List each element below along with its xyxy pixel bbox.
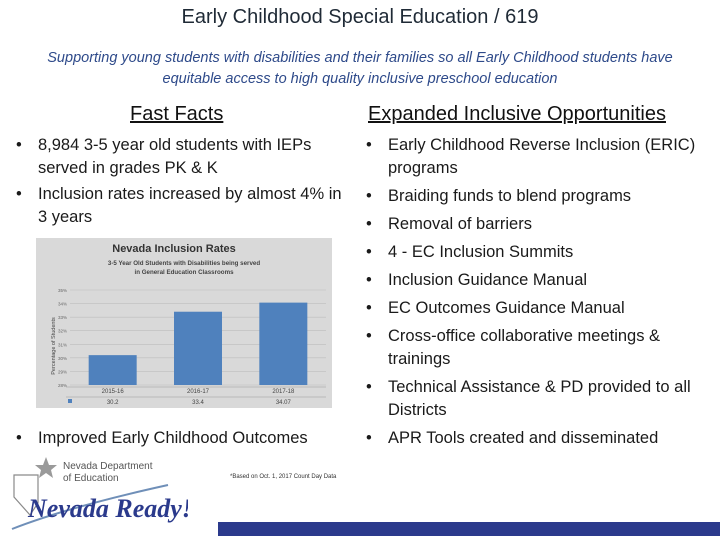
chart-ytick-label: 28%	[57, 383, 67, 388]
chart-value-label: 34.07	[275, 400, 291, 406]
chart-bar	[89, 355, 137, 385]
inclusion-rates-chart	[36, 238, 332, 408]
chart-ytick-label: 30%	[57, 355, 67, 361]
chart-category-label: 2017-18	[272, 389, 295, 395]
chart-legend-swatch	[68, 399, 72, 403]
opportunity-item: • Braiding funds to blend programs	[358, 185, 714, 208]
chart-subtitle: 3-5 Year Old Students with Disabilities being served	[107, 260, 261, 267]
fast-facts-list	[8, 134, 348, 232]
chart-title: Nevada Inclusion Rates	[112, 243, 236, 255]
chart-subtitle: in General Education Classrooms	[134, 269, 234, 276]
opportunity-item: • EC Outcomes Guidance Manual	[358, 297, 714, 320]
opportunity-item: • Inclusion Guidance Manual	[358, 269, 714, 292]
chart-ytick-label: 34%	[57, 301, 67, 307]
chart-ytick-label: 35%	[57, 288, 67, 293]
chart-value-label: 33.4	[192, 400, 204, 406]
opportunity-item: • APR Tools created and disseminated	[358, 427, 714, 450]
chart-ylabel: Percentage of Students	[51, 317, 57, 375]
fast-fact-item: • Inclusion rates increased by almost 4% in 3 years	[8, 183, 348, 229]
chart-bar	[259, 303, 307, 385]
chart-footnote: *Based on Oct. 1, 2017 Count Day Data	[230, 474, 337, 480]
opportunities-list	[358, 134, 714, 455]
chart-ytick-label: 32%	[57, 328, 67, 334]
chart-category-label: 2015-16	[101, 389, 124, 395]
chart-ytick-label: 29%	[57, 369, 67, 375]
fast-fact-item: • Improved Early Childhood Outcomes	[8, 427, 348, 450]
fast-fact-item: • 8,984 3-5 year old students with IEPs served in grades PK & K	[8, 134, 348, 180]
fast-facts-heading: Fast Facts	[130, 103, 224, 125]
footer-bar	[218, 522, 720, 536]
chart-bar	[174, 312, 222, 385]
logo-org-line1: Nevada Department	[63, 461, 153, 472]
opportunity-item: • 4 - EC Inclusion Summits	[358, 241, 714, 264]
chart-category-label: 2016-17	[186, 389, 210, 395]
chart-value-label: 30.2	[106, 400, 119, 406]
logo-tagline: Nevada Ready!	[28, 494, 188, 523]
opportunity-item: • Early Childhood Reverse Inclusion (ERIC) programs	[358, 134, 714, 180]
opportunity-item: • Removal of barriers	[358, 213, 714, 236]
page-subtitle: Supporting young students with disabilities and their families so all Early Childhood students have equitable access to high quality inclusive preschool education	[47, 50, 673, 87]
logo-org-line2: of Education	[63, 473, 119, 484]
chart-ytick-label: 33%	[57, 315, 67, 321]
opportunity-item: • Technical Assistance & PD provided to all Districts	[358, 376, 714, 422]
fast-facts-list-bottom	[8, 427, 348, 450]
nevada-doe-logo	[8, 455, 188, 537]
chart-svg	[36, 238, 332, 408]
expanded-opportunities-heading: Expanded Inclusive Opportunities	[368, 103, 666, 125]
chart-ytick-label: 31%	[57, 342, 67, 348]
opportunity-item: • Cross-office collaborative meetings & trainings	[358, 325, 714, 371]
page-title: Early Childhood Special Education / 619	[181, 6, 539, 28]
